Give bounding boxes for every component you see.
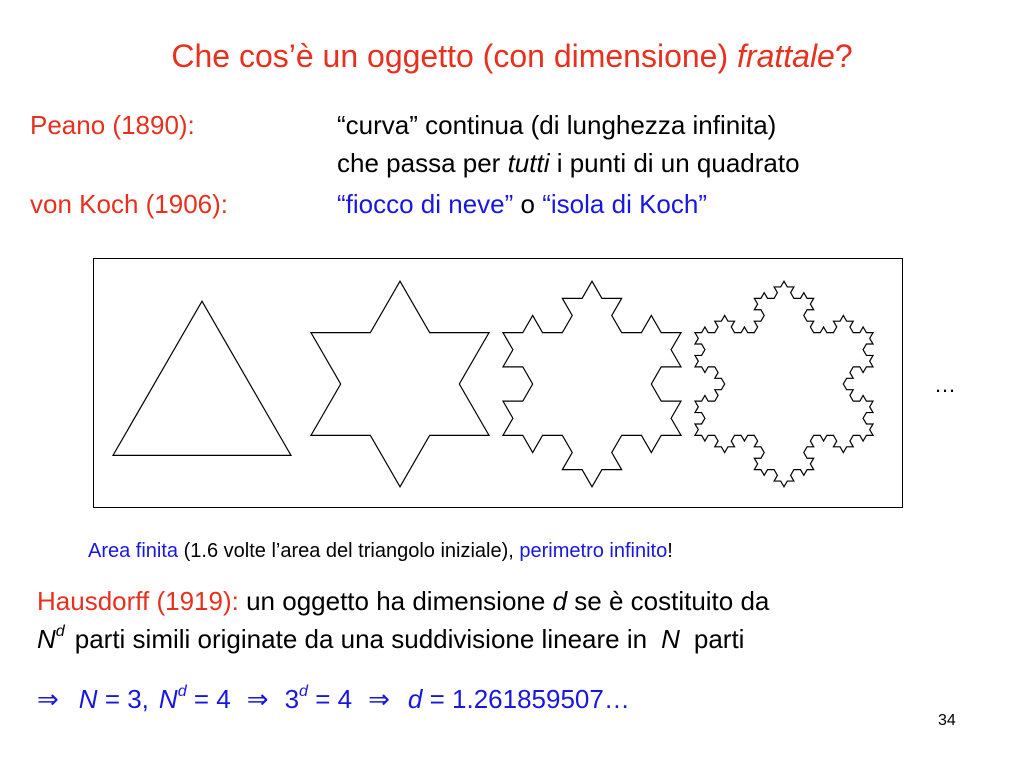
- koch-stage-0: [113, 301, 291, 455]
- hausdorff-line2: [37, 621, 745, 655]
- figure-ellipsis: …: [934, 372, 956, 397]
- implies-icon: ⇒: [368, 684, 390, 714]
- title-tail: ?: [834, 38, 853, 74]
- formula-eq1: = 3,: [104, 684, 149, 714]
- hausdorff-text1: un oggetto ha dimensione: [246, 586, 546, 616]
- koch-stage-2: [503, 281, 681, 487]
- hausdorff-text3: parti simili originate da una suddivisione lineare in: [74, 624, 648, 654]
- formula-exp: d: [177, 681, 187, 700]
- dimension-formula: [37, 681, 630, 715]
- area-exclaim: !: [667, 540, 673, 562]
- formula-N2: N: [158, 684, 178, 714]
- formula-N: N: [78, 684, 98, 714]
- hausdorff-line1: [37, 586, 769, 617]
- title-italic: frattale: [737, 38, 835, 74]
- koch-label: von Koch (1906):: [30, 189, 229, 219]
- peano-line2-post: i punti di un quadrato: [556, 148, 800, 178]
- formula-exp2: d: [299, 681, 308, 700]
- title-main: Che cos’è un oggetto (con dimensione): [171, 38, 729, 74]
- hausdorff-exp: d: [55, 621, 65, 640]
- peano-line1: “curva” continua (di lunghezza infinita): [337, 110, 777, 140]
- peano-line2: [337, 148, 800, 179]
- peano-line2-pre: che passa per: [337, 148, 501, 178]
- koch-desc: [337, 189, 707, 220]
- koch-stage-1: [311, 281, 489, 487]
- peano-label: Peano (1890):: [30, 110, 195, 140]
- koch-desc-island: “isola di Koch”: [542, 189, 707, 219]
- area-note: [88, 540, 673, 563]
- formula-result: = 1.261859507…: [429, 684, 630, 714]
- area-finite: Area finita: [88, 540, 179, 562]
- koch-figure-frame: [93, 258, 903, 508]
- hausdorff-N: N: [37, 624, 56, 654]
- implies-icon: ⇒: [246, 684, 269, 714]
- implies-icon: ⇒: [37, 684, 59, 714]
- formula-d: d: [407, 684, 423, 714]
- hausdorff-text2: se è costituito da: [574, 586, 770, 616]
- hausdorff-text4: parti: [693, 624, 745, 654]
- formula-eq2: = 4: [193, 684, 231, 714]
- koch-stage-3: [695, 281, 873, 487]
- peano-line2-italic: tutti: [507, 148, 550, 178]
- hausdorff-N2: N: [661, 624, 680, 654]
- koch-desc-snowflake: “fiocco di neve”: [337, 189, 514, 219]
- slide-number: 34: [938, 712, 956, 729]
- koch-figure: [94, 259, 904, 509]
- formula-eq3: = 4: [315, 684, 353, 714]
- slide-title: [0, 38, 1024, 75]
- koch-desc-mid: o: [520, 189, 536, 219]
- perimeter-infinite: perimetro infinito: [519, 540, 668, 562]
- hausdorff-d: d: [552, 586, 568, 616]
- hausdorff-label: Hausdorff (1919):: [37, 586, 239, 616]
- area-detail: (1.6 volte l’area del triangolo iniziale),: [183, 540, 514, 562]
- formula-base: 3: [284, 684, 300, 714]
